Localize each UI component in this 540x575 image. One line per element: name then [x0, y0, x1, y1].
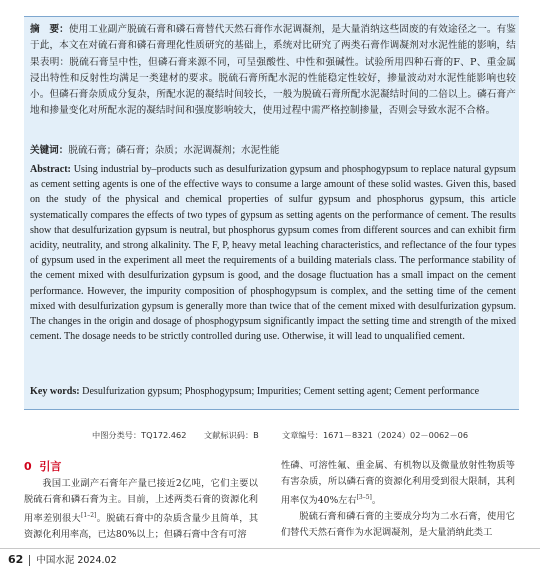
- paragraph: [281, 458, 515, 509]
- journal-name: 中国水泥 2024.02: [36, 555, 117, 566]
- paragraph-text: 我国工业副产石膏年产量已接近2亿吨，它们主要以脱硫石膏和磷石膏为主。目前，上述两类石膏的资源化利用率差别很大: [24, 478, 258, 525]
- page-number: 62: [8, 553, 24, 566]
- footer-divider: [0, 548, 540, 549]
- page-footer: [8, 552, 117, 566]
- abstract-english: [30, 162, 516, 344]
- keywords-english-label: Key words:: [30, 386, 80, 397]
- keywords-chinese: [30, 143, 516, 158]
- keywords-chinese-label: 关键词：: [30, 145, 69, 156]
- body-column-left: [24, 476, 258, 543]
- paragraph: [281, 509, 515, 541]
- citation[interactable]: [3–5]: [356, 494, 372, 501]
- document-code: 文献标识码：B: [204, 430, 259, 440]
- paragraph-text: 。脱硫石膏中的杂质含量少且简单，其资源化利用率高，已达80%以上；但磷石膏中含有可溶: [24, 513, 259, 541]
- abstract-english-text: Using industrial by–products such as desulfurization gypsum and phosphogypsum to replace natural gypsum as cement setting agents is one of the effective ways to consume a large amount of these solid wastes. Given this, based on the study of the physical and chemical properties of sulfur gypsum and phosphorus gypsum, this article systematically compares the effects of two types of gypsum as setting agents on the performance of cement. The results show that desulfurization gypsum is neutral, but phosphorus gypsum comes from different sources and can exhibit firm acidity, neutrality, and strong alkalinity. The F, P, heavy metal leaching characteristics, and reflectance of the four types of gypsum used in the experiment all meet the requirements of a building materials class. The performance stability of the cement mixed with desulfurization gypsum is good, and the dosage fluctuation has a small impact on the cement performance. However, the impurity composition of phosphogypsum is complex, and the setting time of the cement mixed with desulfurization gypsum is generally more than twice that of the cement mixed with desulfurization gypsum. The changes in the origin and dosage of phosphogypsum significantly impact the setting time and strength of the mixed cement. The dosage needs to be strictly controlled during use. Otherwise, it will lead to unqualified cement.: [30, 164, 517, 343]
- section-heading: [24, 458, 61, 474]
- citation[interactable]: [1–2]: [81, 512, 97, 519]
- section-number: 0: [24, 460, 32, 473]
- section-title: 引言: [39, 460, 62, 473]
- abstract-chinese-text: 使用工业副产脱硫石膏和磷石膏替代天然石膏作水泥调凝剂，是大量消纳这些固废的有效途径之一。有鉴于此，本文在对硫石膏和磷石膏理化性质研究的基础上，系统对比研究了两类石膏作调凝剂对水泥性能的影响，结果表明：脱硫石膏呈中性，但磷石膏来源不同，可呈强酸性、中性和强碱性。试验所用四种石膏的F、P、重金属浸出特性和反射性均满足一类建材的要求。脱硫石膏所配水泥的性能稳定性较好，掺量波动对水泥性能影响也较小。但磷石膏杂质成分复杂，所配水泥的凝结时间较长，一般为脱硫石膏所配水泥凝结时间的二倍以上。磷石膏产地和掺量变化对所配水泥的凝结时间和强度影响较大，使用过程中需严格控制掺量，否则会导致水泥不合格。: [30, 24, 516, 117]
- footer-separator: [29, 555, 30, 566]
- paragraph-text: 脱硫石膏和磷石膏的主要成分均为二水石膏，使用它们替代天然石膏作为水泥调凝剂，是大量消纳此类工: [281, 511, 515, 539]
- abstract-chinese-label: 摘 要：: [30, 24, 69, 35]
- article-number: 文章编号：1671－8321（2024）02－0062－06: [282, 430, 469, 440]
- abstract-chinese: [30, 22, 516, 120]
- keywords-english: [30, 385, 516, 399]
- paragraph-text: 性磷、可溶性氟、重金属、有机物以及微量放射性物质等有害杂质，所以磷石膏的资源化利用受到很大限制，其利用率仅为40%左右: [281, 460, 515, 507]
- clc-number: 中图分类号：TQ172.462: [92, 430, 187, 440]
- body-column-right: [281, 458, 515, 541]
- paragraph-text: 。: [371, 495, 382, 507]
- abstract-english-label: Abstract:: [30, 164, 71, 175]
- keywords-english-text: Desulfurization gypsum; Phosphogypsum; Impurities; Cement setting agent; Cement performance: [82, 386, 480, 397]
- keywords-chinese-text: 脱硫石膏；磷石膏；杂质；水泥调凝剂；水泥性能: [68, 145, 280, 156]
- paragraph: [24, 476, 258, 543]
